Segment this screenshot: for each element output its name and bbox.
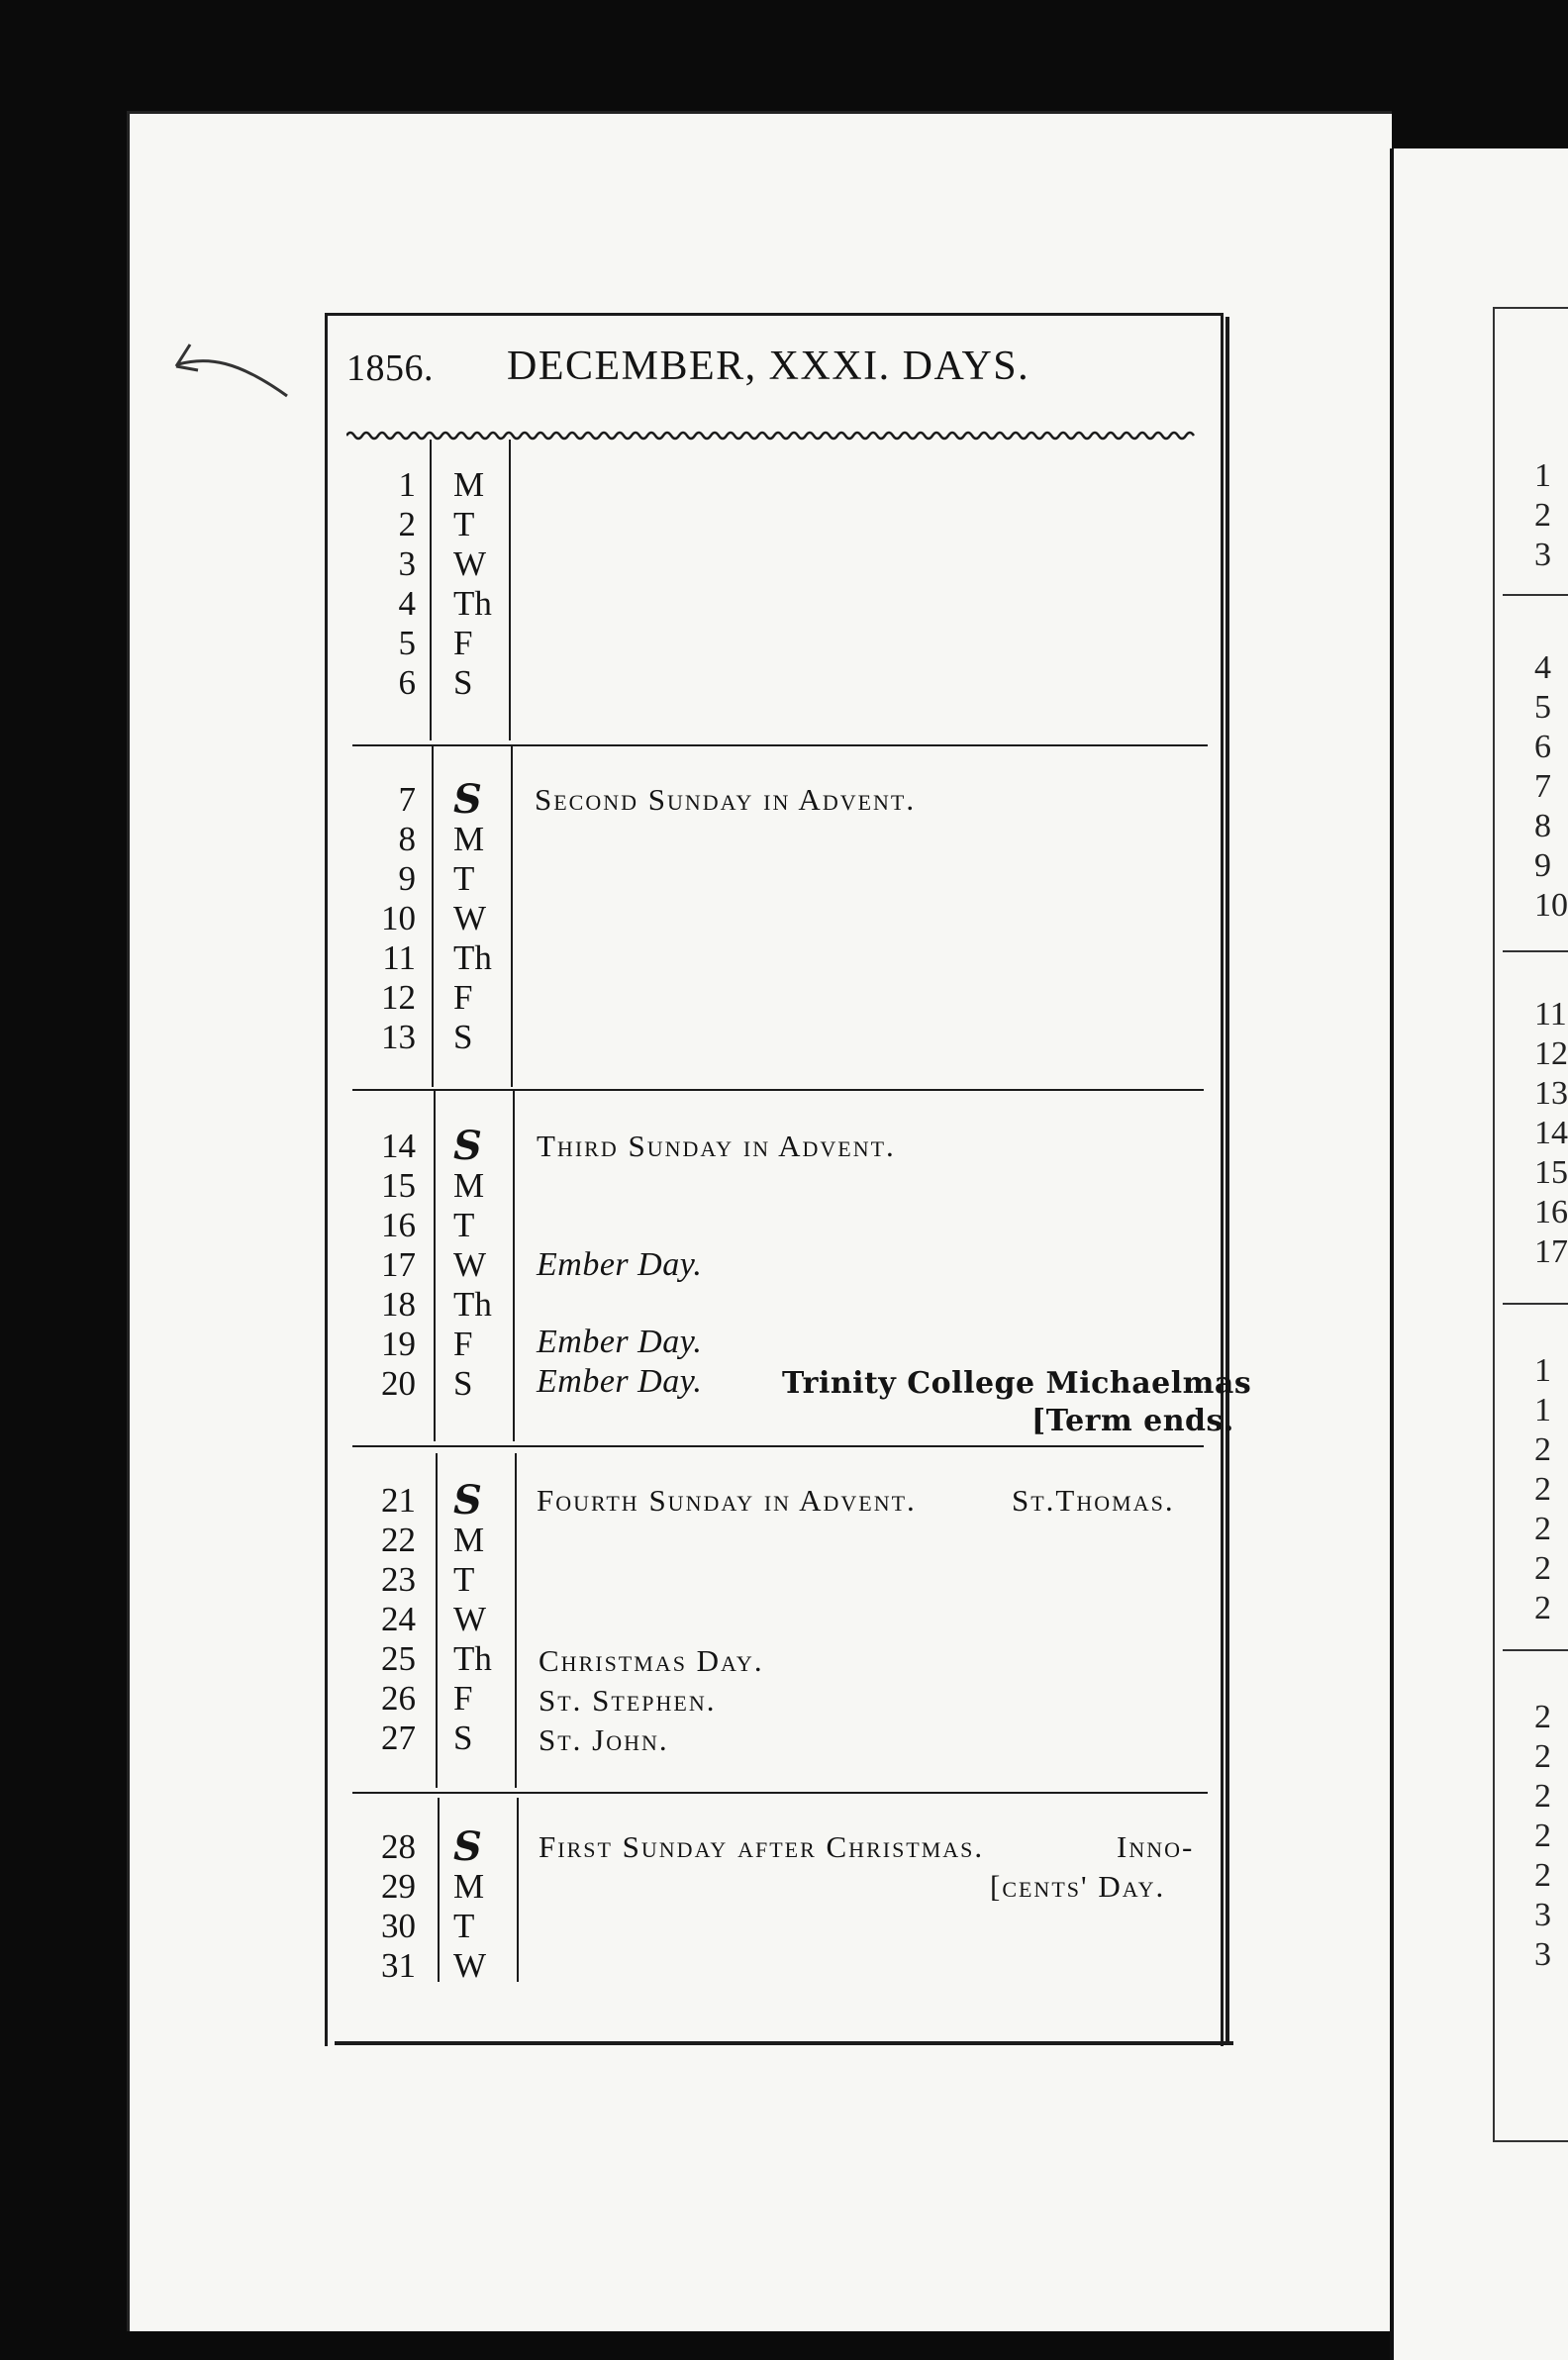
weekday-letter: W — [453, 1245, 487, 1284]
weekday-letter: T — [453, 505, 475, 543]
day-number: 21 — [381, 1481, 416, 1520]
note-day-19: Ember Day. — [537, 1324, 703, 1360]
note-day-21-saint: St.Thomas. — [1012, 1483, 1175, 1518]
facing-page-day-fragment: 9 — [1534, 847, 1551, 884]
weekday-letter: M — [453, 1867, 485, 1906]
weekday-letter: S — [453, 663, 473, 702]
facing-page-day-fragment: 3 — [1534, 1897, 1551, 1933]
facing-page-day-fragment: 5 — [1534, 689, 1551, 726]
weekday-letter: S — [453, 1719, 473, 1757]
day-number: 12 — [381, 978, 416, 1017]
column-rule-date — [434, 1091, 436, 1441]
weekday-letter: Th — [453, 584, 492, 623]
facing-page-day-fragment: 13 — [1534, 1075, 1568, 1112]
day-number: 6 — [398, 663, 416, 702]
facing-page — [1390, 148, 1568, 2360]
day-number: 19 — [381, 1325, 416, 1363]
facing-page-day-fragment: 14 — [1534, 1115, 1568, 1151]
weekday-letter: T — [453, 1206, 475, 1244]
day-number: 4 — [398, 584, 416, 623]
header-year: 1856. — [346, 347, 434, 389]
weekday-letter: F — [453, 1325, 473, 1363]
weekday-sunday-glyph: S — [453, 776, 482, 823]
facing-page-day-fragment: 16 — [1534, 1194, 1568, 1230]
week-separator-rule — [352, 1445, 1204, 1447]
facing-page-day-fragment: 11 — [1534, 996, 1567, 1032]
facing-page-rule — [1503, 1303, 1568, 1305]
day-number: 25 — [381, 1639, 416, 1678]
weekday-letter: M — [453, 1166, 485, 1205]
day-number: 8 — [398, 820, 416, 858]
weekday-letter: S — [453, 1018, 473, 1056]
facing-page-day-fragment: 2 — [1534, 497, 1551, 534]
weekday-letter: W — [453, 544, 487, 583]
weekday-letter: Th — [453, 1285, 492, 1324]
facing-page-day-fragment: 17 — [1534, 1233, 1568, 1270]
facing-page-day-fragment: 2 — [1534, 1778, 1551, 1815]
day-number: 14 — [381, 1127, 416, 1165]
day-number: 17 — [381, 1245, 416, 1284]
day-number: 16 — [381, 1206, 416, 1244]
weekday-letter: W — [453, 1946, 487, 1985]
note-day-20: Ember Day. — [537, 1363, 703, 1400]
weekday-letter: S — [453, 1364, 473, 1403]
weekday-letter: F — [453, 978, 473, 1017]
frame-bottom-rule — [335, 2041, 1233, 2045]
weekday-letter: W — [453, 899, 487, 937]
note-day-27: St. John. — [539, 1722, 669, 1757]
day-number: 11 — [382, 938, 416, 977]
facing-page-day-fragment: 1 — [1534, 457, 1551, 494]
weekday-letter: Th — [453, 938, 492, 977]
day-number: 10 — [381, 899, 416, 937]
note-day-20-term: [Term ends. — [1031, 1404, 1234, 1438]
weekday-sunday-glyph: S — [453, 1823, 482, 1870]
day-number: 2 — [398, 505, 416, 543]
note-day-28-cont: [cents' Day. — [990, 1869, 1166, 1904]
day-number: 22 — [381, 1521, 416, 1559]
weekday-letter: M — [453, 465, 485, 504]
weekday-letter: M — [453, 1521, 485, 1559]
day-number: 26 — [381, 1679, 416, 1718]
column-rule-date — [432, 744, 434, 1087]
week-separator-rule — [352, 1089, 1204, 1091]
facing-page-day-fragment: 12 — [1534, 1035, 1568, 1072]
facing-page-day-fragment: 8 — [1534, 808, 1551, 844]
day-number: 1 — [398, 465, 416, 504]
facing-page-day-fragment: 2 — [1534, 1511, 1551, 1547]
facing-page-day-fragment: 1 — [1534, 1352, 1551, 1389]
facing-page-day-fragment: 7 — [1534, 768, 1551, 805]
facing-page-day-fragment: 2 — [1534, 1431, 1551, 1468]
facing-page-day-fragment: 2 — [1534, 1471, 1551, 1508]
weekday-sunday-glyph: S — [453, 1123, 482, 1169]
day-number: 29 — [381, 1867, 416, 1906]
weekday-letter: T — [453, 1907, 475, 1945]
facing-page-day-fragment: 15 — [1534, 1154, 1568, 1191]
weekday-letter: F — [453, 624, 473, 662]
note-day-7: Second Sunday in Advent. — [535, 782, 917, 817]
note-day-21: Fourth Sunday in Advent. — [537, 1483, 917, 1518]
day-number: 9 — [398, 859, 416, 898]
facing-page-rule — [1503, 950, 1568, 952]
weekday-letter: F — [453, 1679, 473, 1718]
note-day-28: First Sunday after Christmas. — [539, 1829, 985, 1864]
day-number: 31 — [381, 1946, 416, 1985]
note-day-20-college: Trinity College Michaelmas — [782, 1366, 1252, 1401]
facing-page-rule — [1503, 1649, 1568, 1651]
facing-page-day-fragment: 1 — [1534, 1392, 1551, 1428]
facing-page-day-fragment: 2 — [1534, 1699, 1551, 1735]
facing-page-day-fragment: 2 — [1534, 1857, 1551, 1894]
column-rule-weekday — [509, 440, 511, 740]
day-number: 18 — [381, 1285, 416, 1324]
facing-page-rule — [1503, 594, 1568, 596]
day-number: 27 — [381, 1719, 416, 1757]
day-number: 23 — [381, 1560, 416, 1599]
column-rule-date — [436, 1453, 438, 1788]
weekday-letter: M — [453, 820, 485, 858]
day-number: 15 — [381, 1166, 416, 1205]
wavy-rule — [346, 426, 1198, 445]
day-number: 24 — [381, 1600, 416, 1638]
day-number: 20 — [381, 1364, 416, 1403]
note-day-25: Christmas Day. — [539, 1643, 764, 1678]
facing-page-day-fragment: 4 — [1534, 649, 1551, 686]
note-day-28-inno: Inno- — [1117, 1829, 1195, 1864]
note-day-14: Third Sunday in Advent. — [537, 1129, 896, 1163]
column-rule-date — [430, 440, 432, 740]
facing-page-day-fragment: 3 — [1534, 1936, 1551, 1973]
weekday-letter: W — [453, 1600, 487, 1638]
frame-shadow-right — [1225, 317, 1229, 2045]
facing-page-day-fragment: 3 — [1534, 537, 1551, 573]
week-separator-rule — [352, 1792, 1208, 1794]
facing-page-day-fragment: 2 — [1534, 1590, 1551, 1626]
facing-page-day-fragment: 2 — [1534, 1818, 1551, 1854]
weekday-letter: Th — [453, 1639, 492, 1678]
column-rule-date — [438, 1798, 440, 1982]
day-number: 3 — [398, 544, 416, 583]
pencil-arrow-mark — [168, 327, 297, 406]
weekday-sunday-glyph: S — [453, 1477, 482, 1524]
facing-page-day-fragment: 6 — [1534, 729, 1551, 765]
column-rule-weekday — [511, 744, 513, 1087]
weekday-letter: T — [453, 1560, 475, 1599]
day-number: 28 — [381, 1827, 416, 1866]
note-day-26: St. Stephen. — [539, 1683, 717, 1718]
facing-page-day-fragment: 10 — [1534, 887, 1568, 924]
column-rule-weekday — [515, 1453, 517, 1788]
column-rule-weekday — [513, 1091, 515, 1441]
weekday-letter: T — [453, 859, 475, 898]
facing-page-day-fragment: 2 — [1534, 1738, 1551, 1775]
day-number: 5 — [398, 624, 416, 662]
facing-page-day-fragment: 2 — [1534, 1550, 1551, 1587]
day-number: 13 — [381, 1018, 416, 1056]
day-number: 30 — [381, 1907, 416, 1945]
week-separator-rule — [352, 744, 1208, 746]
day-number: 7 — [398, 780, 416, 819]
header-title: DECEMBER, XXXI. DAYS. — [507, 344, 1030, 389]
column-rule-weekday — [517, 1798, 519, 1982]
note-day-17: Ember Day. — [537, 1246, 703, 1283]
